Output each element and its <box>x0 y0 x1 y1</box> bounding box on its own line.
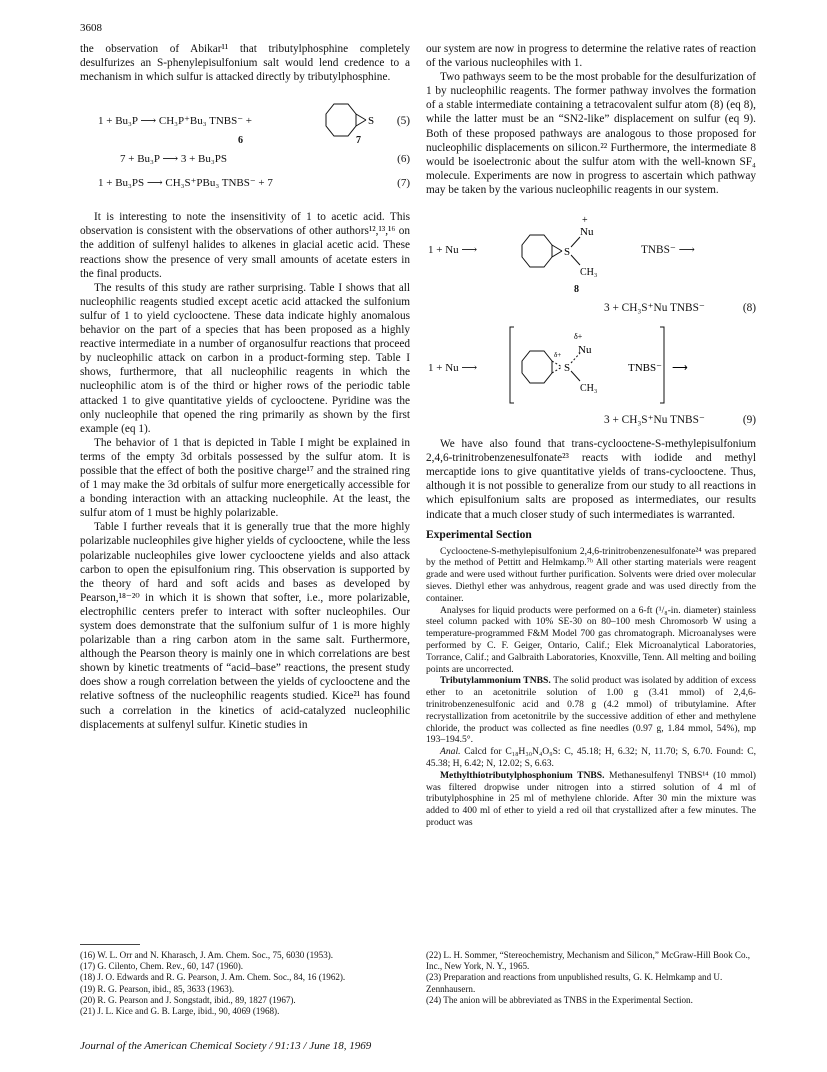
eq8-ch3: CH₃ <box>580 267 598 279</box>
experimental-paragraph-5 <box>426 770 756 829</box>
experimental-paragraph-1: Cyclooctene-S-methylepisulfonium 2,4,6-trinitrobenzenesulfonate²⁴ was prepared by the method of Pettitt and Helmkamp.⁷ᵇ All other starting materials were reagent grade and were used without further purification. Solvents were dried over molecular sieves. Diethyl ether was anhydrous, reagent grade and was used directly from the container. <box>426 545 756 604</box>
equation-5 <box>80 100 410 146</box>
intermediate-8-structure <box>514 213 624 283</box>
right-column <box>426 42 756 829</box>
transition-state-9-structure <box>508 325 708 405</box>
experimental-section <box>426 546 756 829</box>
eq6-number: (6) <box>397 153 410 166</box>
experimental-paragraph-2: Analyses for liquid products were performed on a 6-ft (¹/₈-in. diameter) stainless steel column packed with 10% SE-30 on 80–100 mesh Chromosorb W using a temperature-programmed F&M Model 700 gas chromatograph. Microanalyses were performed by C. F. Geiger, Ontario, Calif.; Elek Microanalytical Laboratories, Torrance, Calif.; and Galbraith Laboratories, Knoxville, Tenn. All melting and boiling points are uncorrected. <box>426 604 756 675</box>
eq5-number: (5) <box>396 115 410 128</box>
left-paragraph-2: It is interesting to note the insensitivity of 1 to acetic acid. This observation is consistent with the observations of other authors¹²,¹³,¹⁶ on the addition of sulfenyl halides to alkenes in glacial acetic acid. These reactions show the presence of very small amounts of acetate esters in the final products. <box>80 211 410 280</box>
experimental-heading: Experimental Section <box>426 528 532 541</box>
eq8-lhs: 1 + Nu ⟶ <box>428 244 478 257</box>
footnote: (16) W. L. Orr and N. Kharasch, J. Am. Chem. Soc., 75, 6030 (1953). <box>80 950 334 960</box>
equation-8 <box>426 205 756 315</box>
footnote: (22) L. H. Sommer, “Stereochemistry, Mechanism and Silicon,” McGraw-Hill Book Co., Inc., New York, N. Y., 1965. <box>426 950 751 972</box>
equation-7 <box>80 176 410 196</box>
eq5-lhs: 1 + Bu₃P ⟶ CH₃P⁺Bu₃ TNBS⁻ + <box>98 115 252 128</box>
eq7-text: 1 + Bu₃PS ⟶ CH₃S⁺PBu₃ TNBS⁻ + 7 <box>98 177 273 190</box>
page-number: 3608 <box>80 22 102 34</box>
eq9-number: (9) <box>742 414 756 427</box>
eq9-nu: Nu <box>578 344 592 357</box>
cyclooctene-sulfide-structure <box>316 100 386 140</box>
footnote: (21) J. L. Kice and G. B. Large, ibid., 90, 4069 (1968). <box>80 1006 280 1017</box>
anal-text: Calcd for C₁₈H₃₀N₄O₉S: C, 45.18; H, 6.32; N, 11.70; S, 6.70. Found: C, 45.38; H, 6.42; N, 12.02; S, 6.63. <box>426 746 756 770</box>
equation-6 <box>80 152 410 172</box>
eq9-delta-nu: δ+ <box>574 332 583 342</box>
journal-footer: Journal of the American Chemical Society / 91:13 / June 18, 1969 <box>80 1040 372 1052</box>
right-paragraph-2: Two pathways seem to be the most probable for the desulfurization of 1 by nucleophilic reagents. The former pathway involves the formation of a stable intermediate containing a tetracovalent sulfur atom (8) (eq 8), while the latter must be an “SN2-like” displacement on sulfur (eq 9). Both of these proposed pathways are analogous to those proposed for nucleophilic displacements on silicon.²² Furthermore, the intermediate 8 would be isoelectronic about the sulfur atom with the well-known SF₄ molecule. Experiments are now in progress to ascertain which pathway may be taken by the various nucleophilic reagents in our system. <box>426 71 756 196</box>
eq8-sulfur: S <box>564 246 571 259</box>
eq8-label: 8 <box>574 284 579 296</box>
left-paragraph-1: the observation of Abikar¹¹ that tributylphosphine completely desulfurizes an S-phenylepisulfonium salt would lend credence to a mechanism in which sulfur is attacked directly by tributylphosphine. <box>80 43 410 84</box>
phosphonium-heading: Methylthiotributylphosphonium TNBS. <box>440 769 605 781</box>
eq9-arrow: ⟶ <box>672 362 688 375</box>
footnote: (20) R. G. Pearson and J. Songstadt, ibid., 89, 1827 (1967). <box>80 994 296 1005</box>
footnotes-right <box>426 950 756 1006</box>
experimental-paragraph-4 <box>426 746 756 770</box>
footnote: (19) R. G. Pearson, ibid., 85, 3633 (1963). <box>80 983 235 994</box>
phosphonium-text: Methanesulfenyl TNBS¹⁴ (10 mmol) was filtered dropwise under nitrogen into a stirred solution of 4 ml of tributylphosphine in 25 ml of methylene chloride. After 30 min the mixture was added to 400 ml of ether to yield a red oil that crystallized after a few minutes. The product was <box>426 769 756 829</box>
eq8-product: 3 + CH₃S⁺Nu TNBS⁻ <box>604 302 705 315</box>
tributylammonium-heading: Tributylammonium TNBS. <box>440 675 551 687</box>
anal-label: Anal. <box>440 746 461 758</box>
left-paragraph-4: The behavior of 1 that is depicted in Table I might be explained in terms of the empty 3d orbitals possessed by the sulfur atom. It is possible that the effect of both the positive charge¹⁷ and the strained ring of 1 may make the 3d orbitals of sulfur more energetically accessible for a bonding interaction with an attacking nucleophile. At the least, the sulfur atom of 1 must be highly polarizable. <box>80 436 410 520</box>
eq5-label-6: 6 <box>238 135 243 147</box>
equation-9 <box>426 321 756 429</box>
footnotes-left <box>80 950 410 1017</box>
eq9-lhs: 1 + Nu ⟶ <box>428 362 478 375</box>
footnote: (17) G. Cilento, Chem. Rev., 60, 147 (1960). <box>80 961 244 972</box>
tributylammonium-text: The solid product was isolated by addition of excess ether to an acetonitrile solution of 1.00 g (3.41 mmol) of 2,4,6-trinitrobenzenesulfonic acid and 0.78 g (4.2 mmol) of tributylamine. After recrystallization from acetonitrile by the successive addition of ether and methylene chloride, the product was collected as fine needles (0.97 g, 1.84 mmol, 54%), mp 193–194.5°. <box>426 675 756 746</box>
footnote-rule-left <box>80 944 140 945</box>
right-paragraph-3: We have also found that trans-cyclooctene-S-methylepisulfonium 2,4,6-trinitrobenzenesulfonate²³ reacts with iodide and methyl mercaptide ions to give quantitative yields of trans-cyclooctene. Thus, although it is not possible to generalize from our study to all reactions in which episulfonium salts are proposed as intermediates, our results indicate that a much closer study of such intermediates is warranted. <box>426 438 756 521</box>
eq6-text: 7 + Bu₃P ⟶ 3 + Bu₃PS <box>120 153 227 166</box>
eq8-tnbs: TNBS⁻ ⟶ <box>641 244 695 257</box>
eq5-sulfur-label: S <box>368 115 375 128</box>
left-paragraph-3: The results of this study are rather surprising. Table I shows that all nucleophilic reagents studied except acetic acid attacked the sulfonium sulfur of 1 to yield cyclooctene. These data indicate highly anomalous behavior on the part of a species that has been proposed as a highly reactive intermediate in a number of organosulfur reactions that proceed by nucleophilic attack on carbon in a product-forming step. Table I shows, furthermore, that all nucleophilic reagents in which the nucleophilic atom is of the third or higher rows of the periodic table attacked 1 to give quantitative yields of cyclooctene. Pyridine was the only nucleophile that opened the ring primarily as shown by the first example (eq 1). <box>80 281 410 435</box>
eq5-label-7: 7 <box>356 135 361 147</box>
footnote: (24) The anion will be abbreviated as TNBS in the Experimental Section. <box>426 994 693 1005</box>
eq8-plus: + <box>582 215 588 227</box>
eq7-number: (7) <box>397 177 410 190</box>
eq8-nu: Nu <box>580 226 594 239</box>
eq9-product: 3 + CH₃S⁺Nu TNBS⁻ <box>604 414 705 427</box>
eq8-number: (8) <box>742 302 756 315</box>
eq9-tnbs: TNBS⁻ <box>628 362 662 375</box>
right-paragraph-1: our system are now in progress to determine the relative rates of reaction of the various nucleophiles with 1. <box>426 43 756 70</box>
eq9-sulfur: S <box>564 362 571 375</box>
eq9-delta-s: δ+ <box>554 351 562 360</box>
experimental-paragraph-3 <box>426 675 756 746</box>
footnote: (23) Preparation and reactions from unpublished results, G. K. Helmkamp and U. Zennhausern. <box>426 972 723 994</box>
left-column <box>80 42 410 732</box>
left-paragraph-5: Table I further reveals that it is generally true that the more highly polarizable nucleophiles give higher yields of cyclooctene, while the less polarizable nucleophiles give lower cyclooctene yields and also attack carbon to open the episulfonium ring. This observation is supported by the theory of hard and soft acids and bases as developed by Pearson,¹⁸⁻²⁰ in which it is shown that softer, i.e., more polarizable, electrophilic centers prefer to interact with softer nucleophiles. Our system does demonstrate that the sulfonium sulfur of 1 is more highly polarizable than a ring carbon atom in the same salt. Furthermore, although the Pearson theory is mainly one in which correlations are best shown by kinetic treatments of “acid–base” reactions, the present study does show a rough correlation between the yields of cyclooctene and the relative softness of the nucleophilic reagents studied. Kice²¹ has found such a correlation in the kinetics of acid-catalyzed nucleophilic displacements at sulfenyl sulfur. Kinetic studies in <box>80 521 411 731</box>
eq9-ch3: CH₃ <box>580 383 598 395</box>
footnote: (18) J. O. Edwards and R. G. Pearson, J. Am. Chem. Soc., 84, 16 (1962). <box>80 972 346 983</box>
